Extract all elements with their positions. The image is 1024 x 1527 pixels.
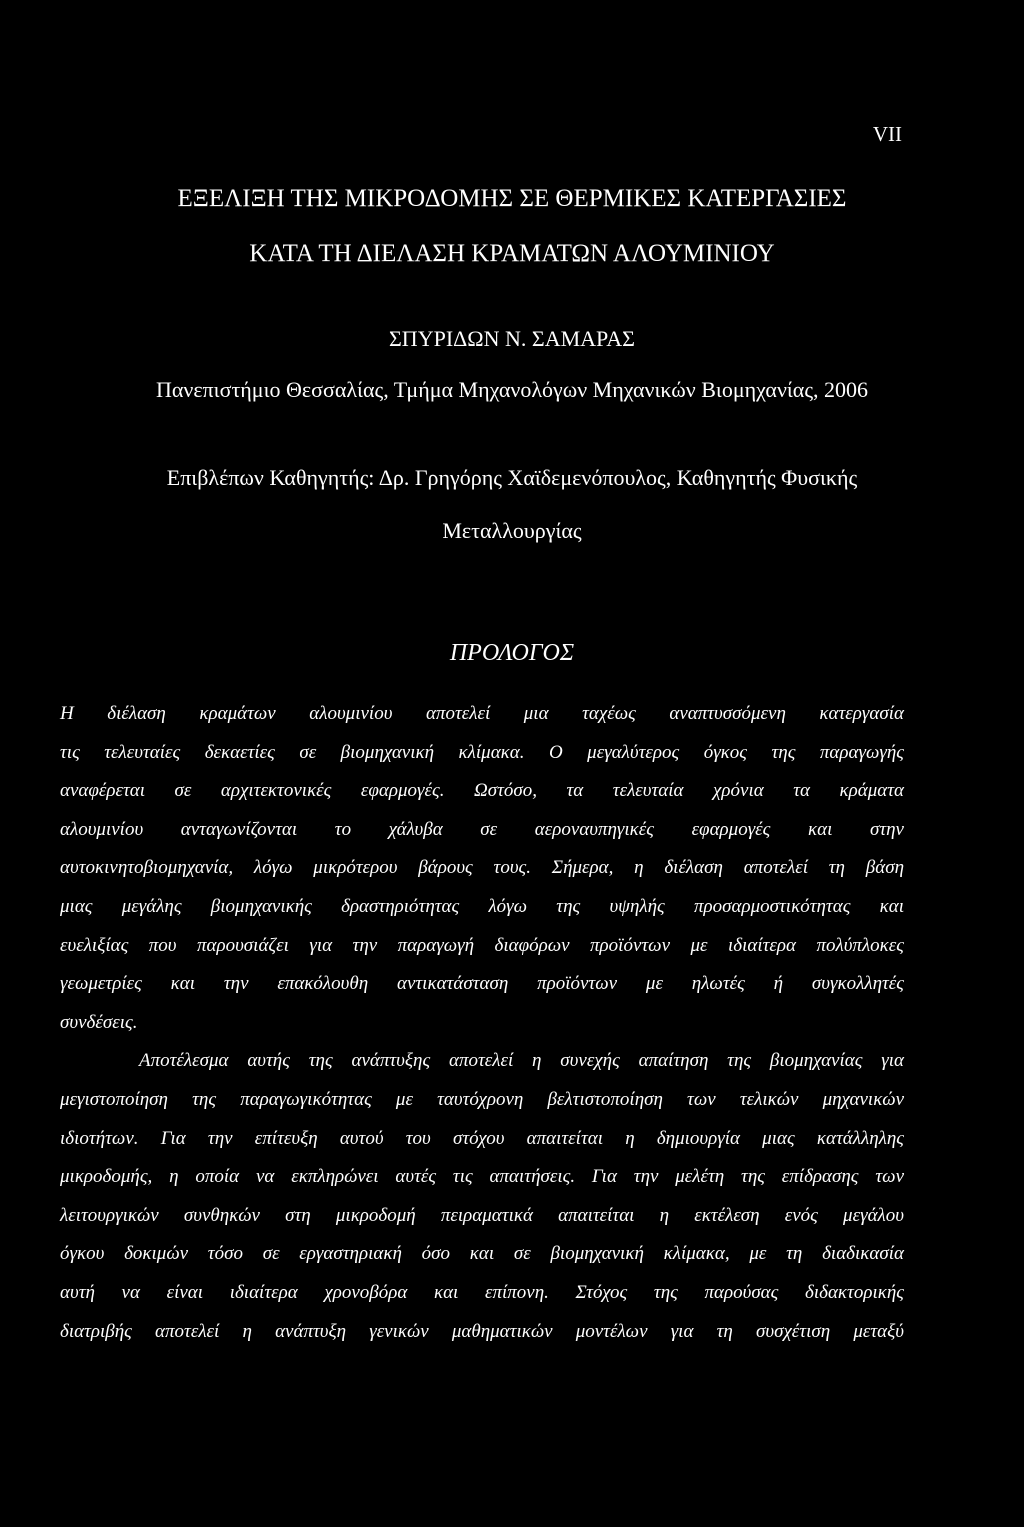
document-title bbox=[60, 186, 964, 266]
body-line: λειτουργικών συνθηκών στη μικροδομή πειραματικά απαιτείται η εκτέλεση ενός μεγάλου bbox=[60, 1204, 904, 1226]
body-line: αυτοκινητοβιομηχανία, λόγω μικρότερου βάρους τους. Σήμερα, η διέλαση αποτελεί τη βάση bbox=[60, 857, 904, 879]
body-line: Η διέλαση κραμάτων αλουμινίου αποτελεί μια ταχέως αναπτυσσόμενη κατεργασία bbox=[60, 703, 904, 724]
supervisor-line-1: Επιβλέπων Καθηγητής: Δρ. Γρηγόρης Χαϊδεμενόπουλος, Καθηγητής Φυσικής bbox=[166, 465, 858, 490]
supervisor-line-2: Μεταλλουργίας bbox=[442, 518, 582, 543]
body-line: αλουμινίου ανταγωνίζονται το χάλυβα σε αεροναυπηγικές εφαρμογές και στην bbox=[60, 818, 904, 840]
body-line: συνδέσεις. bbox=[60, 1011, 138, 1033]
page-number: VII bbox=[872, 122, 902, 146]
body-line: ιδιοτήτων. Για την επίτευξη αυτού του στόχου απαιτείται η δημιουργία μιας κατάλληλης bbox=[60, 1127, 904, 1149]
author-name: ΣΠΥΡΙΔΩΝ Ν. ΣΑΜΑΡΑΣ bbox=[389, 326, 635, 351]
body-line: μιας μεγάλης βιομηχανικής δραστηριότητας λόγω της υψηλής προσαρμοστικότητας και bbox=[60, 895, 904, 917]
body-line: διατριβής αποτελεί η ανάπτυξη γενικών μαθηματικών μοντέλων για τη συσχέτιση μεταξύ bbox=[60, 1320, 904, 1342]
body-line: Αποτέλεσμα αυτής της ανάπτυξης αποτελεί η συνεχής απαίτηση της βιομηχανίας για bbox=[139, 1050, 904, 1072]
body-line: όγκου δοκιμών τόσο σε εργαστηριακή όσο και σε βιομηχανική κλίμακα, με τη διαδικασία bbox=[60, 1243, 904, 1265]
title-line-1: ΕΞΕΛΙΞΗ ΤΗΣ ΜΙΚΡΟΔΟΜΗΣ ΣΕ ΘΕΡΜΙΚΕΣ ΚΑΤΕΡΓΑΣΙΕΣ bbox=[177, 185, 847, 212]
body-line: αυτή να είναι ιδιαίτερα χρονοβόρα και επίπονη. Στόχος της παρούσας διδακτορικής bbox=[60, 1281, 904, 1303]
supervisor-block bbox=[60, 466, 964, 543]
body-line: ευελιξίας που παρουσιάζει για την παραγωγή διαφόρων προϊόντων με ιδιαίτερα πολύπλοκες bbox=[60, 934, 904, 956]
body-line: αναφέρεται σε αρχιτεκτονικές εφαρμογές. Ωστόσο, τα τελευταία χρόνια τα κράματα bbox=[60, 780, 904, 802]
body-line: μεγιστοποίηση της παραγωγικότητας με ταυτόχρονη βελτιστοποίηση των τελικών μηχανικών bbox=[60, 1088, 904, 1110]
author-affiliation: Πανεπιστήμιο Θεσσαλίας, Τμήμα Μηχανολόγων Μηχανικών Βιομηχανίας, 2006 bbox=[155, 377, 869, 402]
body-line: γεωμετρίες και την επακόλουθη αντικατάσταση προϊόντων με ηλωτές ή συγκολλητές bbox=[60, 973, 904, 995]
title-line-2: ΚΑΤΑ ΤΗ ΔΙΕΛΑΣΗ ΚΡΑΜΑΤΩΝ ΑΛΟΥΜΙΝΙΟΥ bbox=[249, 240, 775, 267]
body-line: μικροδομής, η οποία να εκπληρώνει αυτές τις απαιτήσεις. Για την μελέτη της επίδρασης των bbox=[60, 1166, 904, 1188]
body-line: τις τελευταίες δεκαετίες σε βιομηχανική κλίμακα. Ο μεγαλύτερος όγκος της παραγωγής bbox=[60, 741, 904, 763]
body-text bbox=[60, 703, 904, 1359]
section-heading: ΠΡΟΛΟΓΟΣ bbox=[449, 640, 575, 666]
author-block bbox=[60, 327, 964, 402]
